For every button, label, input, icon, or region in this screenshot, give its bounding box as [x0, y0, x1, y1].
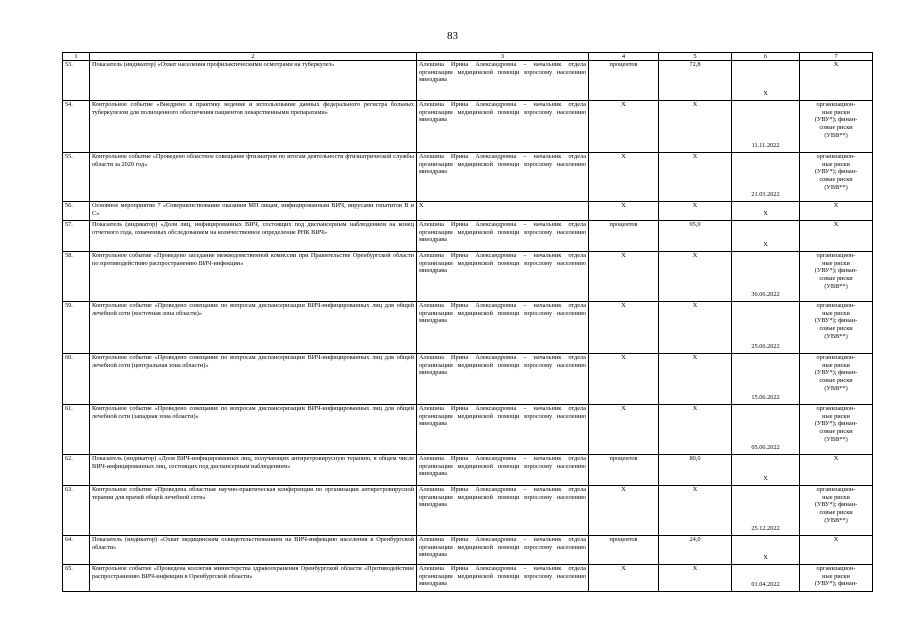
row-unit: X [589, 101, 659, 153]
risk-line: ные риски [822, 309, 850, 317]
row-unit: X [589, 405, 659, 455]
row-date-cell [732, 221, 800, 252]
row-risk [800, 101, 873, 153]
row-responsible: Алешина Ирина Александровна – начальник отдела организации медицинской помощи взрослому населению минздрава [417, 354, 589, 405]
row-risk [800, 252, 873, 302]
row-value: X [659, 153, 732, 202]
header-col-7: 7 [800, 53, 873, 61]
risk-line: ные риски [822, 160, 850, 168]
row-value: X [659, 405, 732, 455]
row-description: Показатель (индикатор) «Охват населения профилактическими осмотрами на туберкулез» [90, 61, 417, 101]
risk-line: (УВУ*); финан- [814, 369, 858, 377]
row-date-cell [732, 61, 800, 101]
row-unit: X [589, 153, 659, 202]
risk-line: организацион- [816, 486, 856, 493]
risk-line: (УВУ*); финан- [814, 420, 858, 428]
table-row [63, 565, 873, 592]
table-body [63, 61, 873, 592]
row-date: 30.06.2022 [751, 291, 780, 299]
risk-line: совые риски [819, 428, 853, 436]
row-value: X [659, 252, 732, 302]
row-date: X [763, 241, 768, 249]
table-row [63, 354, 873, 405]
row-description: Контрольное событие «Проведено совещание по вопросам диспансеризации ВИЧ-инфицированных лиц для общей лечебной сети (восточная зона области)» [90, 302, 417, 354]
row-risk: X [800, 202, 873, 221]
row-description: Контрольное событие «Проведено областное совещание фтизиатров по итогам деятельности фтизиатрической службы области за 2020 год» [90, 153, 417, 202]
row-responsible: Алешина Ирина Александровна – начальник отдела организации медицинской помощи взрослому населению минздрава [417, 536, 589, 565]
row-responsible: Алешина Ирина Александровна – начальник отдела организации медицинской помощи взрослому населению минздрава [417, 565, 589, 592]
risk-line: (УВУ*); финан- [814, 116, 858, 124]
risk-line: ные риски [822, 108, 850, 116]
row-number: 62. [63, 455, 90, 486]
row-responsible: Алешина Ирина Александровна – начальник отдела организации медицинской помощи взрослому населению минздрава [417, 252, 589, 302]
risk-line: ные риски [822, 259, 850, 267]
risk-line: организацион- [816, 153, 856, 160]
row-risk: X [800, 61, 873, 101]
row-risk: X [800, 536, 873, 565]
row-description: Показатель (индикатор) «Доля ВИЧ-инфицированных лиц, получающих антиретровирусную терапию, в общем числе ВИЧ-инфицированных лиц, состоящих под диспансерным наблюдением» [90, 455, 417, 486]
row-date: X [763, 90, 768, 98]
row-description: Контрольное событие «Проведено заседание межведомственной комиссии при Правительстве Оренбургской области по противодействию распространению ВИЧ-инфекции» [90, 252, 417, 302]
program-table [62, 52, 873, 592]
row-responsible: Алешина Ирина Александровна – начальник отдела организации медицинской помощи взрослому населению минздрава [417, 221, 589, 252]
row-unit: X [589, 252, 659, 302]
row-number: 59. [63, 302, 90, 354]
row-responsible: Алешина Ирина Александровна – начальник отдела организации медицинской помощи взрослому населению минздрава [417, 486, 589, 536]
row-description: Контрольное событие «Внедрено в практику ведение и использование данных федерального регистра больных туберкулезом для полноценного обеспечения пациентов лекарственными препаратами» [90, 101, 417, 153]
table-row [63, 202, 873, 221]
row-number: 55. [63, 153, 90, 202]
row-unit: X [589, 302, 659, 354]
table-row [63, 252, 873, 302]
row-value: X [659, 565, 732, 592]
row-value: 95,0 [659, 221, 732, 252]
risk-line: (УВВ**) [824, 282, 848, 290]
table-row [63, 101, 873, 153]
row-date: X [763, 475, 768, 483]
risk-line: организацион- [816, 252, 856, 259]
risk-line: совые риски [819, 176, 853, 184]
row-unit: X [589, 565, 659, 592]
row-risk [800, 486, 873, 536]
row-responsible: Алешина Ирина Александровна – начальник отдела организации медицинской помощи взрослому населению минздрава [417, 302, 589, 354]
risk-line: ные риски [822, 572, 850, 580]
row-description: Контрольное событие «Проведена областная научно-практическая конференция по организации антиретровирусной терапии для врачей общей лечебной сети» [90, 486, 417, 536]
page-number: 83 [447, 30, 458, 42]
table-row [63, 61, 873, 101]
row-responsible: X [417, 202, 589, 221]
table-row [63, 486, 873, 536]
row-date-cell [732, 536, 800, 565]
row-description: Контрольное событие «Проведена коллегия министерства здравоохранения Оренбургской области «Противодействие распространению ВИЧ-инфекции в Оренбургской области» [90, 565, 417, 592]
table-row [63, 536, 873, 565]
row-number: 61. [63, 405, 90, 455]
row-number: 64. [63, 536, 90, 565]
risk-line: ные риски [822, 412, 850, 420]
row-value: X [659, 302, 732, 354]
risk-line: организацион- [816, 405, 856, 412]
row-unit: процентов [589, 455, 659, 486]
row-number: 54. [63, 101, 90, 153]
risk-line: совые риски [819, 275, 853, 283]
row-risk: X [800, 221, 873, 252]
row-value: X [659, 101, 732, 153]
row-date: X [763, 210, 768, 218]
row-date-cell [732, 153, 800, 202]
risk-line: организацион- [816, 302, 856, 309]
table-row [63, 405, 873, 455]
row-description: Контрольное событие «Проведено совещание по вопросам диспансеризации ВИЧ-инфицированных лиц для общей лечебной сети (западная зона области)» [90, 405, 417, 455]
row-description: Показатель (индикатор) «Доля лиц, инфицированных ВИЧ, состоящих под диспансерным наблюдением на конец отчетного года, охваченных обследованием на количественное определение РНК ВИЧ» [90, 221, 417, 252]
row-risk [800, 153, 873, 202]
risk-line: (УВВ**) [824, 131, 848, 139]
row-date-cell [732, 101, 800, 153]
row-value: 72,8 [659, 61, 732, 101]
row-date: 15.06.2022 [751, 394, 780, 402]
risk-line: (УВВ**) [824, 332, 848, 340]
row-date: 25.12.2022 [751, 525, 780, 533]
row-unit: X [589, 354, 659, 405]
risk-line: совые риски [819, 509, 853, 517]
row-value: X [659, 354, 732, 405]
table-row [63, 153, 873, 202]
risk-line: ные риски [822, 493, 850, 501]
row-date-cell [732, 202, 800, 221]
row-date: 05.06.2022 [751, 444, 780, 452]
header-row [63, 53, 873, 61]
risk-line: совые риски [819, 377, 853, 385]
row-responsible: Алешина Ирина Александровна – начальник отдела организации медицинской помощи взрослому населению минздрава [417, 61, 589, 101]
risk-line: (УВВ**) [824, 516, 848, 524]
row-description: Основное мероприятие 7 «Совершенствование оказания МП лицам, инфицированным ВИЧ, вирусами гепатитов В и С» [90, 202, 417, 221]
row-responsible: Алешина Ирина Александровна – начальник отдела организации медицинской помощи взрослому населению минздрава [417, 455, 589, 486]
row-number: 56. [63, 202, 90, 221]
row-date-cell [732, 354, 800, 405]
header-col-4: 4 [589, 53, 659, 61]
row-number: 53. [63, 61, 90, 101]
risk-line: (УВВ**) [824, 384, 848, 392]
risk-line: (УВУ*); финан- [814, 580, 858, 588]
table-row [63, 302, 873, 354]
row-date-cell [732, 455, 800, 486]
risk-line: организацион- [816, 565, 856, 572]
row-responsible: Алешина Ирина Александровна – начальник отдела организации медицинской помощи взрослому населению минздрава [417, 153, 589, 202]
header-col-5: 5 [659, 53, 732, 61]
row-date: X [763, 554, 768, 562]
row-value: X [659, 486, 732, 536]
risk-line: организацион- [816, 101, 856, 108]
row-unit: X [589, 202, 659, 221]
row-risk [800, 354, 873, 405]
row-description: Контрольное событие «Проведено совещание по вопросам диспансеризации ВИЧ-инфицированных лиц для общей лечебной сети (центральная зона области)» [90, 354, 417, 405]
row-risk [800, 405, 873, 455]
row-unit: процентов [589, 221, 659, 252]
row-date: 11.11.2022 [751, 142, 780, 150]
risk-line: организацион- [816, 354, 856, 361]
table-row [63, 455, 873, 486]
row-description: Показатель (индикатор) «Охват медицинским освидетельствованием на ВИЧ-инфекцию населения в Оренбургской области» [90, 536, 417, 565]
row-date-cell [732, 252, 800, 302]
risk-line: совые риски [819, 124, 853, 132]
row-date-cell [732, 565, 800, 592]
risk-line: (УВУ*); финан- [814, 501, 858, 509]
row-risk: X [800, 455, 873, 486]
row-date: 01.04.2022 [751, 581, 780, 589]
row-value: X [659, 202, 732, 221]
row-number: 58. [63, 252, 90, 302]
row-date: 25.06.2022 [751, 343, 780, 351]
row-unit: процентов [589, 61, 659, 101]
header-col-6: 6 [732, 53, 800, 61]
row-date-cell [732, 486, 800, 536]
risk-line: (УВУ*); финан- [814, 168, 858, 176]
row-number: 63. [63, 486, 90, 536]
row-unit: процентов [589, 536, 659, 565]
risk-line: (УВУ*); финан- [814, 317, 858, 325]
row-date-cell [732, 405, 800, 455]
header-col-1: 1 [63, 53, 90, 61]
row-responsible: Алешина Ирина Александровна – начальник отдела организации медицинской помощи взрослому населению минздрава [417, 101, 589, 153]
row-number: 65. [63, 565, 90, 592]
risk-line: ные риски [822, 361, 850, 369]
row-number: 60. [63, 354, 90, 405]
risk-line: (УВВ**) [824, 183, 848, 191]
table-row [63, 221, 873, 252]
row-unit: X [589, 486, 659, 536]
row-risk [800, 302, 873, 354]
row-date-cell [732, 302, 800, 354]
header-col-2: 2 [90, 53, 417, 61]
row-date: 21.03.2022 [751, 191, 780, 199]
row-number: 57. [63, 221, 90, 252]
row-risk [800, 565, 873, 592]
header-col-3: 3 [417, 53, 589, 61]
row-responsible: Алешина Ирина Александровна – начальник отдела организации медицинской помощи взрослому населению минздрава [417, 405, 589, 455]
risk-line: (УВУ*); финан- [814, 267, 858, 275]
row-value: 80,0 [659, 455, 732, 486]
row-value: 24,0 [659, 536, 732, 565]
risk-line: совые риски [819, 325, 853, 333]
risk-line: (УВВ**) [824, 435, 848, 443]
